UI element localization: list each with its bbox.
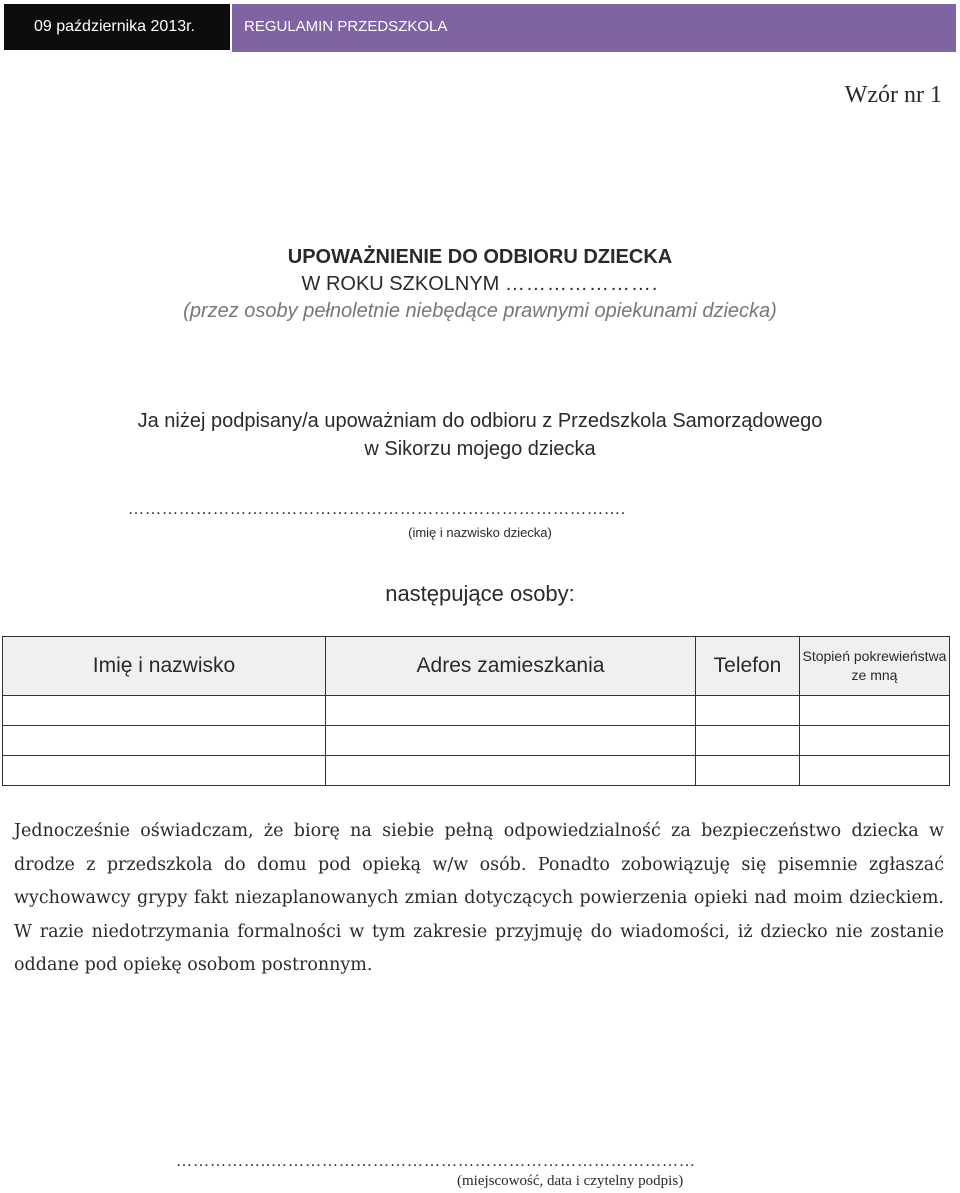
signature-field: ……………..………………………………………………………………… bbox=[176, 1153, 696, 1170]
column-header-relationship: Stopień pokrewieństwa ze mną bbox=[800, 637, 950, 696]
document-subtitle: (przez osoby pełnoletnie niebędące prawnymi opiekunami dziecka) bbox=[183, 300, 777, 322]
signature-caption: (miejscowość, data i czytelny podpis) bbox=[457, 1173, 684, 1189]
header-divider bbox=[232, 50, 956, 52]
table-row bbox=[3, 726, 950, 756]
table-cell[interactable] bbox=[326, 756, 696, 786]
header-title: REGULAMIN PRZEDSZKOLA bbox=[232, 4, 956, 50]
child-name-field: ……………………………………………………………………………. bbox=[128, 501, 626, 518]
document-title: UPOWAŻNIENIE DO ODBIORU DZIECKA bbox=[287, 246, 673, 268]
child-name-caption: (imię i nazwisko dziecka) bbox=[408, 525, 552, 540]
table-cell[interactable] bbox=[800, 756, 950, 786]
column-header-phone: Telefon bbox=[696, 637, 800, 696]
column-header-name: Imię i nazwisko bbox=[3, 637, 326, 696]
table-cell[interactable] bbox=[800, 696, 950, 726]
table-cell[interactable] bbox=[800, 726, 950, 756]
school-year-label: W ROKU SZKOLNYM bbox=[301, 273, 500, 295]
school-year-dots: …………………. bbox=[504, 273, 659, 295]
authorized-persons-table bbox=[2, 636, 950, 786]
table-row bbox=[3, 756, 950, 786]
table-cell[interactable] bbox=[696, 756, 800, 786]
following-persons-label: następujące osoby: bbox=[385, 581, 575, 606]
table-row bbox=[3, 696, 950, 726]
table-cell[interactable] bbox=[3, 696, 326, 726]
table-cell[interactable] bbox=[326, 696, 696, 726]
intro-line-1: Ja niżej podpisany/a upoważniam do odbioru z Przedszkola Samorządowego bbox=[137, 410, 823, 432]
header-date: 09 października 2013r. bbox=[4, 4, 230, 50]
table-header-row bbox=[3, 637, 950, 696]
school-year-line bbox=[0, 271, 960, 297]
table-cell[interactable] bbox=[3, 726, 326, 756]
table-cell[interactable] bbox=[3, 756, 326, 786]
page-header bbox=[0, 0, 960, 52]
declaration-paragraph: Jednocześnie oświadczam, że biorę na siebie pełną odpowiedzialność za bezpieczeństwo dziecka w drodze z przedszkola do domu pod opieką w/w osób. Ponadto zobowiązuję się pisemnie zgłaszać wychowawcy grypy fakt niezaplanowanych zmian dotyczących powierzenia opieki nad moim dzieckiem. W razie niedotrzymania formalności w tym zakresie przyjmuję do wiadomości, iż dziecko nie zostanie oddane pod opiekę osobom postronnym. bbox=[14, 821, 944, 975]
template-number: Wzór nr 1 bbox=[844, 82, 942, 108]
table-cell[interactable] bbox=[326, 726, 696, 756]
intro-line-2: w Sikorzu mojego dziecka bbox=[364, 438, 596, 460]
table-cell[interactable] bbox=[696, 696, 800, 726]
column-header-address: Adres zamieszkania bbox=[326, 637, 696, 696]
table-cell[interactable] bbox=[696, 726, 800, 756]
